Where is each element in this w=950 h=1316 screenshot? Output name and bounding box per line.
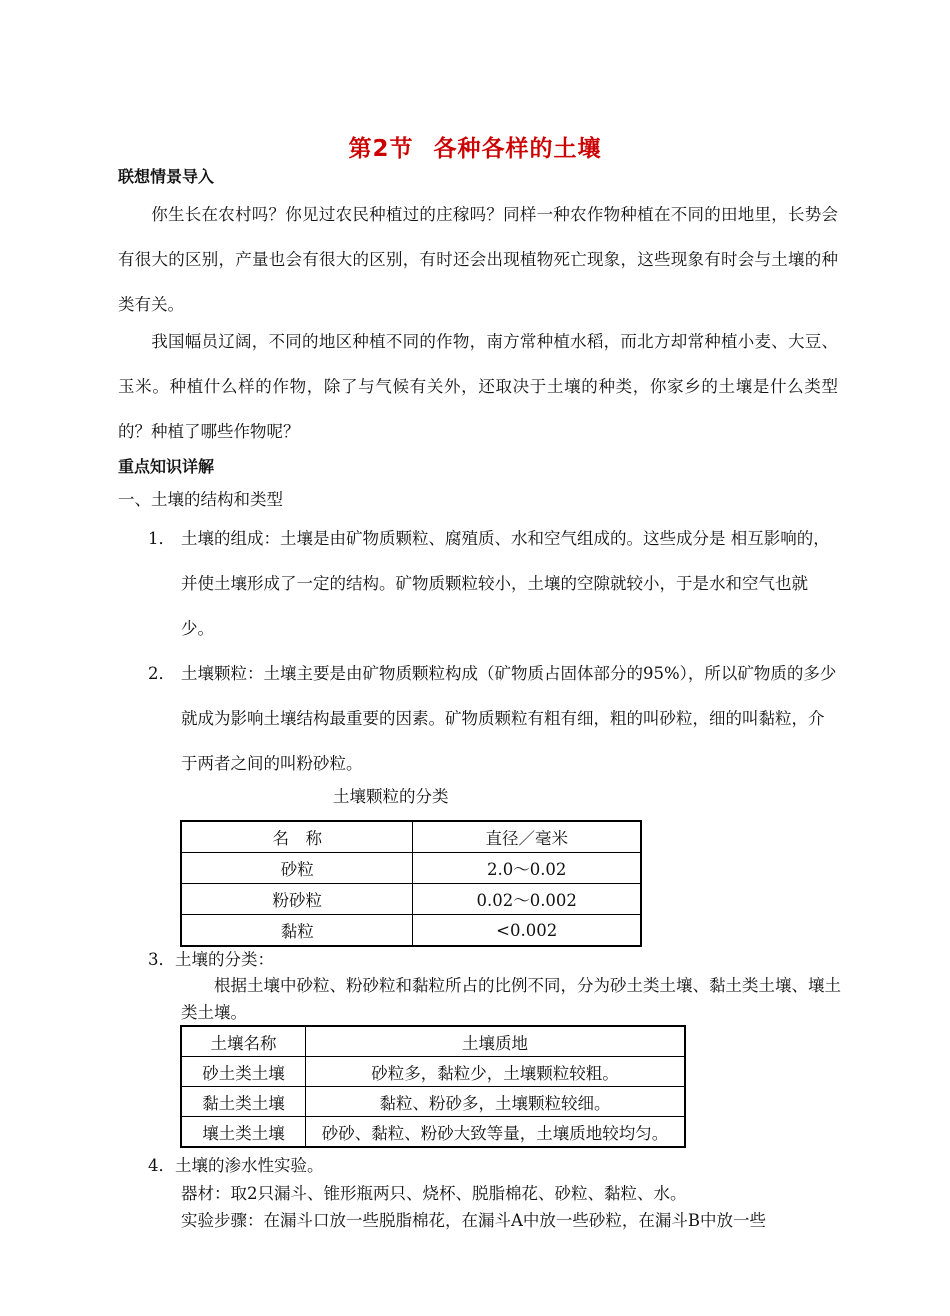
table-row xyxy=(181,915,641,947)
item-1-text: 土壤的组成：土壤是由矿物质颗粒、腐殖质、水和空气组成的。这些成分是 相互影响的，并使土壤形成了一定的结构。矿物质颗粒较小，土壤的空隙就较小，于是水和空气也就少。 xyxy=(181,529,830,638)
table-cell: 0.02～0.002 xyxy=(413,884,641,915)
section-name: 各种各样的土壤 xyxy=(433,136,602,162)
item-4-materials: 器材：取2只漏斗、锥形瓶两只、烧杯、脱脂棉花、砂粒、黏粒、水。 xyxy=(181,1184,687,1203)
table-row xyxy=(181,1057,685,1087)
table-row xyxy=(181,853,641,884)
soil-type-table xyxy=(180,1025,686,1148)
particle-classification-table xyxy=(180,820,642,947)
table-cell: 黏粒、粉砂多，土壤颗粒较细。 xyxy=(306,1087,685,1117)
item-3-text: 根据土壤中砂粒、粉砂粒和黏粒所占的比例不同，分为砂土类土壤、黏土类土壤、壤土类土壤。 xyxy=(181,976,841,1022)
table-cell: 砂土类土壤 xyxy=(181,1057,306,1087)
table-header: 名 称 xyxy=(181,821,413,853)
table-cell: 2.0～0.02 xyxy=(413,853,641,884)
table-header-row xyxy=(181,1026,685,1057)
table-row xyxy=(181,1117,685,1148)
table-cell: 砂粒多，黏粒少，土壤颗粒较粗。 xyxy=(306,1057,685,1087)
table-header: 直径／毫米 xyxy=(413,821,641,853)
item-4 xyxy=(148,1152,324,1179)
table-cell: 粉砂粒 xyxy=(181,884,413,915)
intro-heading: 联想情景导入 xyxy=(118,167,215,186)
table1-caption: 土壤颗粒的分类 xyxy=(333,787,449,806)
item-2-text: 土壤颗粒：土壤主要是由矿物质颗粒构成（矿物质占固体部分的95%），所以矿物质的多少就成为影响土壤结构最重要的因素。矿物质颗粒有粗有细，粗的叫砂粒，细的叫黏粒，介于两者之间的叫粉砂粒。 xyxy=(181,664,837,773)
intro-paragraph-1: 你生长在农村吗？你见过农民种植过的庄稼吗？同样一种农作物种植在不同的田地里，长势会有很大的区别，产量也会有很大的区别，有时还会出现植物死亡现象，这些现象有时会与土壤的种类有关。 xyxy=(118,205,838,314)
table-row xyxy=(181,1087,685,1117)
item-4-steps: 实验步骤：在漏斗口放一些脱脂棉花，在漏斗A中放一些砂粒，在漏斗B中放一些 xyxy=(181,1211,767,1230)
part1-heading: 一、土壤的结构和类型 xyxy=(118,490,283,509)
table-cell: 黏粒 xyxy=(181,915,413,947)
intro-paragraph-2: 我国幅员辽阔，不同的地区种植不同的作物，南方常种植水稻，而北方却常种植小麦、大豆、玉米。种植什么样的作物，除了与气候有关外，还取决于土壤的种类，你家乡的土壤是什么类型的？种植了哪些作物呢？ xyxy=(118,332,838,441)
page-title xyxy=(0,130,950,163)
item-1 xyxy=(148,516,838,651)
key-knowledge-heading: 重点知识详解 xyxy=(118,457,215,476)
table-cell: 砂粒 xyxy=(181,853,413,884)
section-number: 第2节 xyxy=(348,136,414,162)
table-header: 土壤质地 xyxy=(306,1026,685,1057)
item-4-label: 土壤的渗水性实验。 xyxy=(175,1156,324,1175)
table-header-row xyxy=(181,821,641,853)
table-cell: 砂砂、黏粒、粉砂大致等量，土壤质地较均匀。 xyxy=(306,1117,685,1148)
item-3-label: 土壤的分类： xyxy=(175,950,274,969)
table-row xyxy=(181,884,641,915)
item-4-number: 4． xyxy=(148,1156,175,1175)
item-2 xyxy=(148,651,838,786)
item-2-number: 2． xyxy=(148,664,175,683)
item-3-number: 3． xyxy=(148,950,175,969)
table-cell: <0.002 xyxy=(413,915,641,947)
table-cell: 黏土类土壤 xyxy=(181,1087,306,1117)
table-cell: 壤土类土壤 xyxy=(181,1117,306,1148)
item-1-number: 1． xyxy=(148,529,175,548)
table-header: 土壤名称 xyxy=(181,1026,306,1057)
item-3 xyxy=(148,946,274,973)
